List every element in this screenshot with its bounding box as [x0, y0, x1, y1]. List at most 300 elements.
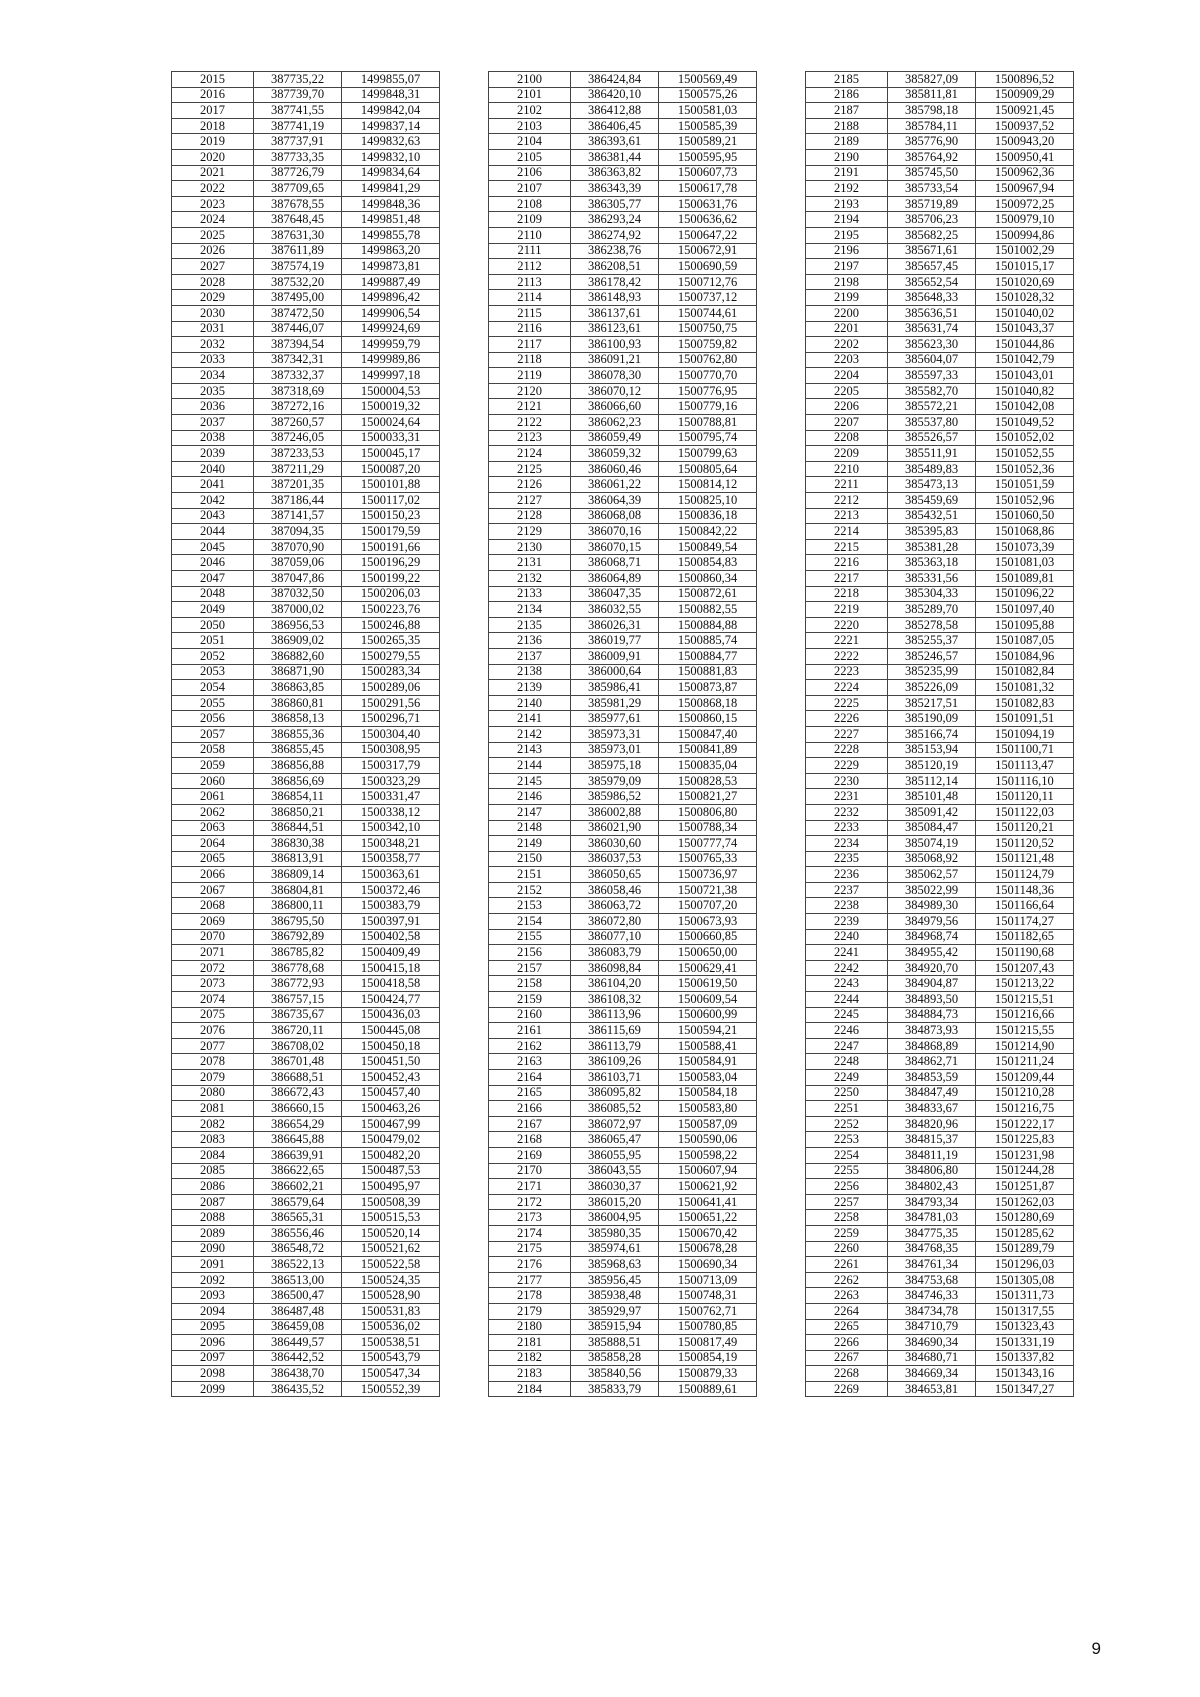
x-coordinate-cell: 386720,11 — [254, 1023, 342, 1039]
x-coordinate-cell: 385255,37 — [888, 633, 976, 649]
point-number-cell: 2244 — [806, 992, 888, 1008]
y-coordinate-cell: 1500849,54 — [659, 539, 757, 555]
table-row — [806, 352, 1074, 368]
y-coordinate-cell: 1500744,61 — [659, 305, 757, 321]
table-row — [172, 1319, 440, 1335]
table-row — [806, 1194, 1074, 1210]
x-coordinate-cell: 386078,30 — [571, 368, 659, 384]
y-coordinate-cell: 1500817,49 — [659, 1335, 757, 1351]
table-row — [806, 87, 1074, 103]
table-row — [806, 493, 1074, 509]
x-coordinate-cell: 386305,77 — [571, 196, 659, 212]
y-coordinate-cell: 1500450,18 — [342, 1038, 440, 1054]
table-row — [172, 539, 440, 555]
point-number-cell: 2255 — [806, 1163, 888, 1179]
table-row — [806, 1147, 1074, 1163]
table-row — [489, 1272, 757, 1288]
y-coordinate-cell: 1500690,34 — [659, 1257, 757, 1273]
y-coordinate-cell: 1500707,20 — [659, 898, 757, 914]
point-number-cell: 2249 — [806, 1070, 888, 1086]
table-row — [489, 929, 757, 945]
table-row — [172, 181, 440, 197]
table-row — [806, 72, 1074, 88]
x-coordinate-cell: 385022,99 — [888, 882, 976, 898]
y-coordinate-cell: 1500835,04 — [659, 758, 757, 774]
y-coordinate-cell: 1500621,92 — [659, 1179, 757, 1195]
point-number-cell: 2140 — [489, 695, 571, 711]
point-number-cell: 2240 — [806, 929, 888, 945]
x-coordinate-cell: 385153,94 — [888, 742, 976, 758]
x-coordinate-cell: 385537,80 — [888, 415, 976, 431]
y-coordinate-cell: 1501040,02 — [976, 305, 1074, 321]
table-row — [172, 742, 440, 758]
table-row — [489, 1038, 757, 1054]
point-number-cell: 2045 — [172, 539, 254, 555]
table-row — [172, 305, 440, 321]
y-coordinate-cell: 1500019,32 — [342, 399, 440, 415]
y-coordinate-cell: 1500531,83 — [342, 1303, 440, 1319]
y-coordinate-cell: 1501214,90 — [976, 1038, 1074, 1054]
x-coordinate-cell: 385068,92 — [888, 851, 976, 867]
y-coordinate-cell: 1500641,41 — [659, 1194, 757, 1210]
table-row — [489, 103, 757, 119]
point-number-cell: 2268 — [806, 1366, 888, 1382]
table-row — [489, 259, 757, 275]
x-coordinate-cell: 385112,14 — [888, 773, 976, 789]
x-coordinate-cell: 386424,84 — [571, 72, 659, 88]
table-row — [489, 1132, 757, 1148]
y-coordinate-cell: 1501120,52 — [976, 836, 1074, 852]
x-coordinate-cell: 386393,61 — [571, 134, 659, 150]
y-coordinate-cell: 1499873,81 — [342, 259, 440, 275]
point-number-cell: 2093 — [172, 1288, 254, 1304]
table-row — [806, 571, 1074, 587]
x-coordinate-cell: 386148,93 — [571, 290, 659, 306]
y-coordinate-cell: 1501347,27 — [976, 1381, 1074, 1397]
point-number-cell: 2022 — [172, 181, 254, 197]
table-row — [489, 1241, 757, 1257]
point-number-cell: 2133 — [489, 586, 571, 602]
point-number-cell: 2148 — [489, 820, 571, 836]
point-number-cell: 2103 — [489, 118, 571, 134]
y-coordinate-cell: 1500617,78 — [659, 181, 757, 197]
table-row — [806, 305, 1074, 321]
table-row — [172, 929, 440, 945]
table-row — [489, 914, 757, 930]
y-coordinate-cell: 1500296,71 — [342, 711, 440, 727]
table-row — [806, 1303, 1074, 1319]
y-coordinate-cell: 1500660,85 — [659, 929, 757, 945]
y-coordinate-cell: 1500673,93 — [659, 914, 757, 930]
table-row — [489, 1381, 757, 1397]
x-coordinate-cell: 385968,63 — [571, 1257, 659, 1273]
x-coordinate-cell: 387000,02 — [254, 602, 342, 618]
x-coordinate-cell: 386708,02 — [254, 1038, 342, 1054]
y-coordinate-cell: 1500994,86 — [976, 227, 1074, 243]
y-coordinate-cell: 1500521,62 — [342, 1241, 440, 1257]
point-number-cell: 2259 — [806, 1225, 888, 1241]
table-row — [172, 493, 440, 509]
x-coordinate-cell: 386047,35 — [571, 586, 659, 602]
table-row — [172, 789, 440, 805]
point-number-cell: 2108 — [489, 196, 571, 212]
y-coordinate-cell: 1500788,34 — [659, 820, 757, 836]
point-number-cell: 2060 — [172, 773, 254, 789]
y-coordinate-cell: 1500721,38 — [659, 882, 757, 898]
table-row — [489, 836, 757, 852]
y-coordinate-cell: 1500690,59 — [659, 259, 757, 275]
table-row — [489, 1007, 757, 1023]
y-coordinate-cell: 1500884,77 — [659, 648, 757, 664]
point-number-cell: 2257 — [806, 1194, 888, 1210]
y-coordinate-cell: 1500150,23 — [342, 508, 440, 524]
table-row — [806, 789, 1074, 805]
point-number-cell: 2059 — [172, 758, 254, 774]
x-coordinate-cell: 385915,94 — [571, 1319, 659, 1335]
y-coordinate-cell: 1500607,94 — [659, 1163, 757, 1179]
y-coordinate-cell: 1501225,83 — [976, 1132, 1074, 1148]
x-coordinate-cell: 387611,89 — [254, 243, 342, 259]
point-number-cell: 2218 — [806, 586, 888, 602]
point-number-cell: 2222 — [806, 648, 888, 664]
x-coordinate-cell: 387735,22 — [254, 72, 342, 88]
y-coordinate-cell: 1501337,82 — [976, 1350, 1074, 1366]
y-coordinate-cell: 1500520,14 — [342, 1225, 440, 1241]
x-coordinate-cell: 385719,89 — [888, 196, 976, 212]
table-row — [489, 1210, 757, 1226]
point-number-cell: 2192 — [806, 181, 888, 197]
point-number-cell: 2172 — [489, 1194, 571, 1210]
y-coordinate-cell: 1501182,65 — [976, 929, 1074, 945]
table-row — [806, 555, 1074, 571]
point-number-cell: 2129 — [489, 524, 571, 540]
y-coordinate-cell: 1501215,51 — [976, 992, 1074, 1008]
y-coordinate-cell: 1501207,43 — [976, 960, 1074, 976]
y-coordinate-cell: 1500246,88 — [342, 617, 440, 633]
table-row — [806, 321, 1074, 337]
x-coordinate-cell: 387739,70 — [254, 87, 342, 103]
x-coordinate-cell: 386026,31 — [571, 617, 659, 633]
x-coordinate-cell: 386091,21 — [571, 352, 659, 368]
y-coordinate-cell: 1500872,61 — [659, 586, 757, 602]
x-coordinate-cell: 385235,99 — [888, 664, 976, 680]
y-coordinate-cell: 1501020,69 — [976, 274, 1074, 290]
y-coordinate-cell: 1500397,91 — [342, 914, 440, 930]
table-row — [172, 1101, 440, 1117]
table-row — [806, 415, 1074, 431]
point-number-cell: 2260 — [806, 1241, 888, 1257]
point-number-cell: 2017 — [172, 103, 254, 119]
table-row — [806, 867, 1074, 883]
point-number-cell: 2101 — [489, 87, 571, 103]
x-coordinate-cell: 385120,19 — [888, 758, 976, 774]
table-row — [172, 430, 440, 446]
table-row — [806, 1085, 1074, 1101]
y-coordinate-cell: 1500828,53 — [659, 773, 757, 789]
table-row — [806, 227, 1074, 243]
point-number-cell: 2091 — [172, 1257, 254, 1273]
x-coordinate-cell: 385973,01 — [571, 742, 659, 758]
point-number-cell: 2127 — [489, 493, 571, 509]
table-row — [489, 1225, 757, 1241]
point-number-cell: 2094 — [172, 1303, 254, 1319]
y-coordinate-cell: 1500587,09 — [659, 1116, 757, 1132]
point-number-cell: 2149 — [489, 836, 571, 852]
point-number-cell: 2145 — [489, 773, 571, 789]
x-coordinate-cell: 386882,60 — [254, 648, 342, 664]
table-row — [489, 227, 757, 243]
table-row — [806, 399, 1074, 415]
point-number-cell: 2135 — [489, 617, 571, 633]
x-coordinate-cell: 386019,77 — [571, 633, 659, 649]
x-coordinate-cell: 385929,97 — [571, 1303, 659, 1319]
table-row — [489, 1288, 757, 1304]
x-coordinate-cell: 385623,30 — [888, 337, 976, 353]
point-number-cell: 2100 — [489, 72, 571, 88]
x-coordinate-cell: 386565,31 — [254, 1210, 342, 1226]
point-number-cell: 2040 — [172, 461, 254, 477]
y-coordinate-cell: 1500759,82 — [659, 337, 757, 353]
table-row — [806, 524, 1074, 540]
y-coordinate-cell: 1501124,79 — [976, 867, 1074, 883]
x-coordinate-cell: 386070,12 — [571, 383, 659, 399]
point-number-cell: 2048 — [172, 586, 254, 602]
x-coordinate-cell: 386487,48 — [254, 1303, 342, 1319]
x-coordinate-cell: 386062,23 — [571, 415, 659, 431]
point-number-cell: 2116 — [489, 321, 571, 337]
x-coordinate-cell: 387059,06 — [254, 555, 342, 571]
table-row — [489, 804, 757, 820]
table-row — [489, 1303, 757, 1319]
y-coordinate-cell: 1500424,77 — [342, 992, 440, 1008]
y-coordinate-cell: 1501044,86 — [976, 337, 1074, 353]
point-number-cell: 2254 — [806, 1147, 888, 1163]
y-coordinate-cell: 1500814,12 — [659, 477, 757, 493]
y-coordinate-cell: 1501213,22 — [976, 976, 1074, 992]
x-coordinate-cell: 387201,35 — [254, 477, 342, 493]
y-coordinate-cell: 1500967,94 — [976, 181, 1074, 197]
point-number-cell: 2246 — [806, 1023, 888, 1039]
y-coordinate-cell: 1500619,50 — [659, 976, 757, 992]
y-coordinate-cell: 1500650,00 — [659, 945, 757, 961]
y-coordinate-cell: 1500607,73 — [659, 165, 757, 181]
y-coordinate-cell: 1499924,69 — [342, 321, 440, 337]
y-coordinate-cell: 1500779,16 — [659, 399, 757, 415]
x-coordinate-cell: 386785,82 — [254, 945, 342, 961]
x-coordinate-cell: 386109,26 — [571, 1054, 659, 1070]
table-row — [172, 1070, 440, 1086]
y-coordinate-cell: 1501289,79 — [976, 1241, 1074, 1257]
y-coordinate-cell: 1500583,80 — [659, 1101, 757, 1117]
table-row — [172, 1210, 440, 1226]
point-number-cell: 2152 — [489, 882, 571, 898]
x-coordinate-cell: 386085,52 — [571, 1101, 659, 1117]
table-row — [489, 1194, 757, 1210]
point-number-cell: 2128 — [489, 508, 571, 524]
y-coordinate-cell: 1501331,19 — [976, 1335, 1074, 1351]
point-number-cell: 2068 — [172, 898, 254, 914]
y-coordinate-cell: 1500358,77 — [342, 851, 440, 867]
table-row — [489, 383, 757, 399]
x-coordinate-cell: 387394,54 — [254, 337, 342, 353]
table-row — [489, 1070, 757, 1086]
table-row — [172, 602, 440, 618]
table-row — [806, 1225, 1074, 1241]
x-coordinate-cell: 384734,78 — [888, 1303, 976, 1319]
x-coordinate-cell: 385986,52 — [571, 789, 659, 805]
point-number-cell: 2033 — [172, 352, 254, 368]
x-coordinate-cell: 385582,70 — [888, 383, 976, 399]
y-coordinate-cell: 1500795,74 — [659, 430, 757, 446]
y-coordinate-cell: 1500879,33 — [659, 1366, 757, 1382]
point-number-cell: 2189 — [806, 134, 888, 150]
x-coordinate-cell: 386072,80 — [571, 914, 659, 930]
point-number-cell: 2023 — [172, 196, 254, 212]
table-row — [172, 1303, 440, 1319]
table-row — [489, 726, 757, 742]
point-number-cell: 2026 — [172, 243, 254, 259]
x-coordinate-cell: 387709,65 — [254, 181, 342, 197]
x-coordinate-cell: 387574,19 — [254, 259, 342, 275]
x-coordinate-cell: 387648,45 — [254, 212, 342, 228]
table-row — [489, 352, 757, 368]
table-row — [172, 227, 440, 243]
point-number-cell: 2056 — [172, 711, 254, 727]
x-coordinate-cell: 386068,08 — [571, 508, 659, 524]
table-row — [489, 1101, 757, 1117]
point-number-cell: 2199 — [806, 290, 888, 306]
point-number-cell: 2147 — [489, 804, 571, 820]
point-number-cell: 2064 — [172, 836, 254, 852]
y-coordinate-cell: 1501317,55 — [976, 1303, 1074, 1319]
table-row — [172, 820, 440, 836]
x-coordinate-cell: 385776,90 — [888, 134, 976, 150]
point-number-cell: 2089 — [172, 1225, 254, 1241]
x-coordinate-cell: 386406,45 — [571, 118, 659, 134]
table-row — [172, 914, 440, 930]
table-row — [489, 368, 757, 384]
x-coordinate-cell: 386856,88 — [254, 758, 342, 774]
y-coordinate-cell: 1500117,02 — [342, 493, 440, 509]
y-coordinate-cell: 1501052,02 — [976, 430, 1074, 446]
x-coordinate-cell: 384833,67 — [888, 1101, 976, 1117]
y-coordinate-cell: 1500487,53 — [342, 1163, 440, 1179]
y-coordinate-cell: 1500594,21 — [659, 1023, 757, 1039]
table-row — [489, 1366, 757, 1382]
point-number-cell: 2063 — [172, 820, 254, 836]
x-coordinate-cell: 386757,15 — [254, 992, 342, 1008]
table-row — [806, 1101, 1074, 1117]
table-row — [489, 1179, 757, 1195]
table-row — [806, 181, 1074, 197]
y-coordinate-cell: 1499834,64 — [342, 165, 440, 181]
y-coordinate-cell: 1500308,95 — [342, 742, 440, 758]
table-row — [806, 1381, 1074, 1397]
point-number-cell: 2119 — [489, 368, 571, 384]
point-number-cell: 2028 — [172, 274, 254, 290]
table-row — [806, 508, 1074, 524]
x-coordinate-cell: 386002,88 — [571, 804, 659, 820]
table-row — [489, 1054, 757, 1070]
table-row — [806, 820, 1074, 836]
table-row — [489, 1116, 757, 1132]
point-number-cell: 2113 — [489, 274, 571, 290]
y-coordinate-cell: 1500672,91 — [659, 243, 757, 259]
table-row — [806, 1023, 1074, 1039]
y-coordinate-cell: 1500736,97 — [659, 867, 757, 883]
table-row — [489, 945, 757, 961]
y-coordinate-cell: 1500223,76 — [342, 602, 440, 618]
point-number-cell: 2228 — [806, 742, 888, 758]
y-coordinate-cell: 1501094,19 — [976, 726, 1074, 742]
point-number-cell: 2170 — [489, 1163, 571, 1179]
x-coordinate-cell: 387211,29 — [254, 461, 342, 477]
point-number-cell: 2177 — [489, 1272, 571, 1288]
table-row — [172, 711, 440, 727]
table-row — [806, 648, 1074, 664]
point-number-cell: 2213 — [806, 508, 888, 524]
point-number-cell: 2057 — [172, 726, 254, 742]
point-number-cell: 2196 — [806, 243, 888, 259]
table-row — [489, 399, 757, 415]
table-row — [489, 898, 757, 914]
table-row — [489, 1335, 757, 1351]
x-coordinate-cell: 384968,74 — [888, 929, 976, 945]
x-coordinate-cell: 384690,34 — [888, 1335, 976, 1351]
x-coordinate-cell: 387260,57 — [254, 415, 342, 431]
x-coordinate-cell: 386037,53 — [571, 851, 659, 867]
y-coordinate-cell: 1499896,42 — [342, 290, 440, 306]
x-coordinate-cell: 385489,83 — [888, 461, 976, 477]
table-row — [172, 118, 440, 134]
point-number-cell: 2069 — [172, 914, 254, 930]
x-coordinate-cell: 384669,34 — [888, 1366, 976, 1382]
point-number-cell: 2086 — [172, 1179, 254, 1195]
x-coordinate-cell: 384862,71 — [888, 1054, 976, 1070]
x-coordinate-cell: 385432,51 — [888, 508, 976, 524]
table-row — [489, 524, 757, 540]
x-coordinate-cell: 385459,69 — [888, 493, 976, 509]
point-number-cell: 2032 — [172, 337, 254, 353]
point-number-cell: 2071 — [172, 945, 254, 961]
y-coordinate-cell: 1501051,59 — [976, 477, 1074, 493]
point-number-cell: 2082 — [172, 1116, 254, 1132]
table-row — [806, 992, 1074, 1008]
y-coordinate-cell: 1500776,95 — [659, 383, 757, 399]
x-coordinate-cell: 385636,51 — [888, 305, 976, 321]
y-coordinate-cell: 1500004,53 — [342, 383, 440, 399]
x-coordinate-cell: 385973,31 — [571, 726, 659, 742]
table-row — [806, 1007, 1074, 1023]
table-row — [806, 461, 1074, 477]
table-row — [489, 617, 757, 633]
x-coordinate-cell: 386070,16 — [571, 524, 659, 540]
table-row — [489, 212, 757, 228]
table-row — [172, 508, 440, 524]
x-coordinate-cell: 385733,54 — [888, 181, 976, 197]
x-coordinate-cell: 387726,79 — [254, 165, 342, 181]
x-coordinate-cell: 385888,51 — [571, 1335, 659, 1351]
point-number-cell: 2074 — [172, 992, 254, 1008]
x-coordinate-cell: 387318,69 — [254, 383, 342, 399]
table-row — [806, 383, 1074, 399]
point-number-cell: 2075 — [172, 1007, 254, 1023]
y-coordinate-cell: 1499832,10 — [342, 149, 440, 165]
table-row — [172, 196, 440, 212]
y-coordinate-cell: 1500522,58 — [342, 1257, 440, 1273]
x-coordinate-cell: 386063,72 — [571, 898, 659, 914]
table-row — [172, 648, 440, 664]
